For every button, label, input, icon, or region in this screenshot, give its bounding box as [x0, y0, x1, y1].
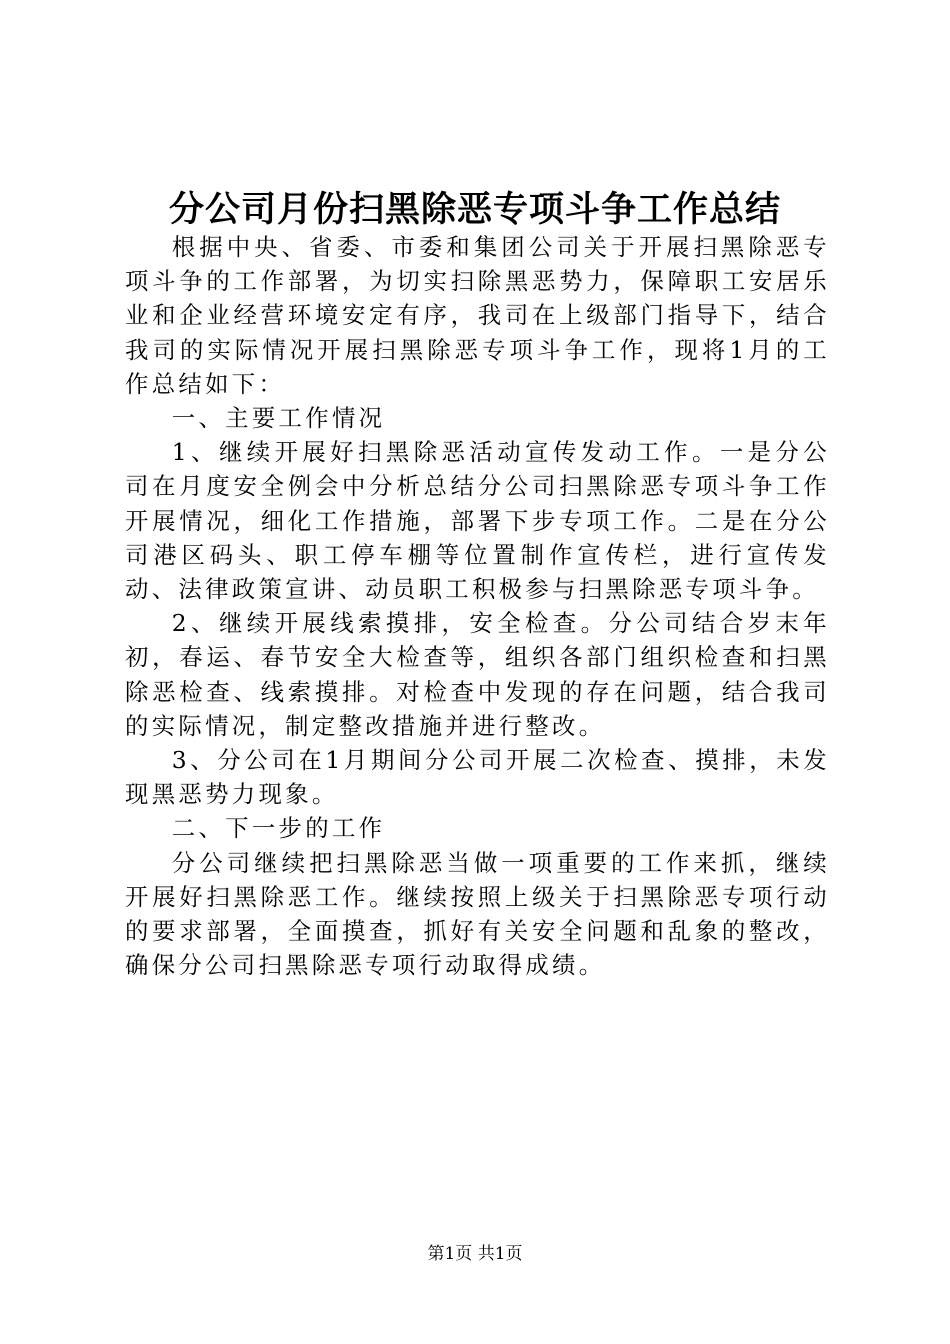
- paragraph-item-2: 2、继续开展线索摸排，安全检查。分公司结合岁末年初，春运、春节安全大检查等，组织各部门组织检查和扫黑除恶检查、线索摸排。对检查中发现的存在问题，结合我司的实际情况，制定整改措施并进行整改。: [125, 609, 830, 740]
- paragraph-item-3: 3、分公司在1月期间分公司开展二次检查、摸排，未发现黑恶势力现象。: [125, 746, 830, 809]
- section-heading-next-steps: 二、下一步的工作: [171, 814, 386, 843]
- page-footer: 第1页 共1页: [427, 1244, 523, 1264]
- document-body: [125, 230, 830, 982]
- paragraph-next-steps: 分公司继续把扫黑除恶当做一项重要的工作来抓，继续开展好扫黑除恶工作。继续按照上级关于扫黑除恶专项行动的要求部署，全面摸查，抓好有关安全问题和乱象的整改，确保分公司扫黑除恶专项行动取得成绩。: [125, 848, 830, 980]
- section-heading-main-work: 一、主要工作情况: [171, 404, 386, 433]
- paragraph-item-1: 1、继续开展好扫黑除恶活动宣传发动工作。一是分公司在月度安全例会中分析总结分公司扫黑除恶专项斗争工作开展情况，细化工作措施，部署下步专项工作。二是在分公司港区码头、职工停车棚等位置制作宣传栏，进行宣传发动、法律政策宣讲、动员职工积极参与扫黑除恶专项斗争。: [125, 438, 830, 604]
- document-title: 分公司月份扫黑除恶专项斗争工作总结: [168, 189, 781, 230]
- paragraph-intro: 根据中央、省委、市委和集团公司关于开展扫黑除恶专项斗争的工作部署，为切实扫除黑恶势力，保障职工安居乐业和企业经营环境安定有序，我司在上级部门指导下，结合我司的实际情况开展扫黑除恶专项斗争工作，现将1月的工作总结如下：: [125, 233, 830, 398]
